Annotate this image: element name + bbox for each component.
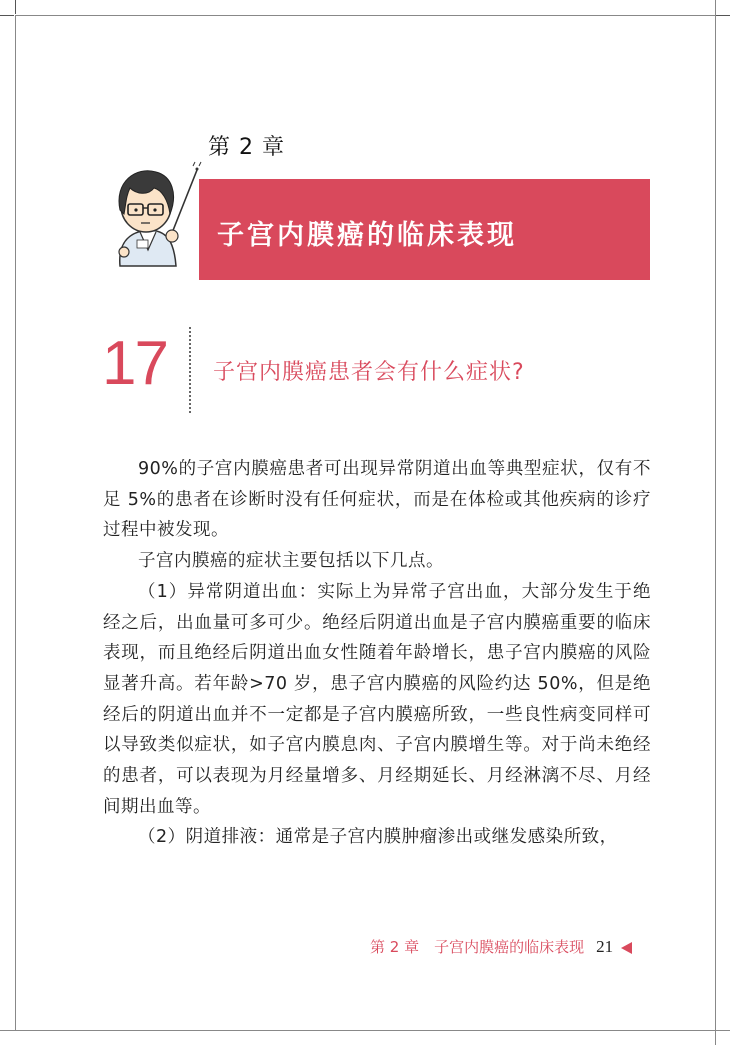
- chapter-label: 第 2 章: [208, 135, 285, 160]
- left-triangle-icon: [621, 942, 632, 954]
- chapter-banner: [199, 179, 650, 280]
- crop-mark: [716, 15, 730, 16]
- crop-mark: [15, 0, 16, 14]
- paragraph: 90%的子宫内膜癌患者可出现异常阴道出血等典型症状，仅有不足 5%的患者在诊断时没有任何症状，而是在体检或其他疾病的诊疗过程中被发现。: [103, 459, 651, 541]
- paragraph: （2）阴道排液：通常是子宫内膜肿瘤渗出或继发感染所致，: [138, 827, 618, 848]
- crop-mark: [0, 1030, 730, 1031]
- running-head: 第 2 章 子宫内膜癌的临床表现: [370, 938, 585, 956]
- page-footer: [370, 936, 632, 957]
- section-number: 17: [102, 329, 167, 398]
- body-text: [103, 454, 651, 853]
- crop-mark: [15, 15, 16, 1030]
- page-number: 21: [596, 937, 614, 956]
- crop-mark: [0, 15, 14, 16]
- paragraph: （1）异常阴道出血：实际上为异常子宫出血，大部分发生于绝经之后，出血量可多可少。绝经后阴道出血是子宫内膜癌重要的临床表现，而且绝经后阴道出血女性随着年龄增长，患子宫内膜癌的风险显著升高。若年龄>70 岁，患子宫内膜癌的风险约达 50%，但是绝经后的阴道出血并不一定都是子宫内膜癌所致，一些良性病变同样可以导致类似症状，如子宫内膜息肉、子宫内膜增生等。对于尚未绝经的患者，可以表现为月经量增多、月经期延长、月经淋漓不尽、月经间期出血等。: [103, 581, 651, 817]
- paragraph: 子宫内膜癌的症状主要包括以下几点。: [138, 551, 444, 572]
- section-title: 子宫内膜癌患者会有什么症状?: [213, 360, 525, 385]
- doctor-with-pointer-icon: [100, 158, 210, 270]
- crop-mark: [15, 15, 715, 16]
- chapter-title: 子宫内膜癌的临床表现: [217, 220, 517, 251]
- section-divider: [189, 327, 191, 413]
- crop-mark: [715, 0, 716, 1045]
